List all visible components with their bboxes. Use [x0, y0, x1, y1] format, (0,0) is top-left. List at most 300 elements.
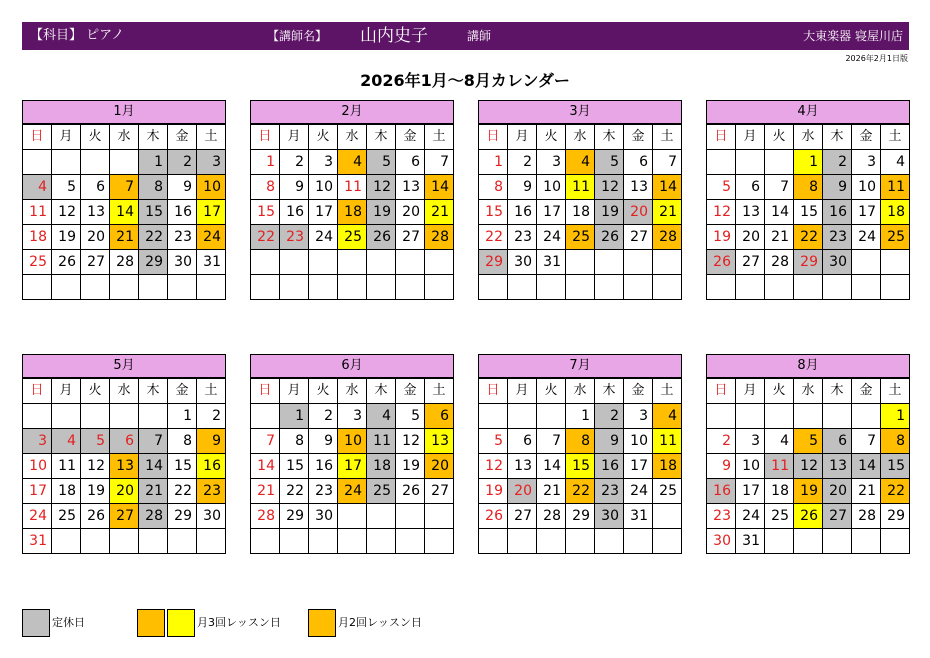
weekday-header: 土	[197, 125, 226, 150]
day-cell: 7	[251, 429, 280, 454]
legend-three-times	[137, 609, 307, 637]
weekday-header: 金	[168, 125, 197, 150]
weekday-header: 月	[736, 379, 765, 404]
day-cell: 17	[23, 479, 52, 504]
day-cell: 9	[508, 175, 537, 200]
day-cell: 27	[396, 225, 425, 250]
day-cell: 31	[197, 250, 226, 275]
day-cell: 13	[110, 454, 139, 479]
day-cell: 3	[309, 150, 338, 175]
day-cell: 24	[624, 479, 653, 504]
day-cell: 6	[624, 150, 653, 175]
day-cell: 20	[508, 479, 537, 504]
day-cell: 11	[23, 200, 52, 225]
empty-cell	[425, 250, 454, 275]
day-cell: 4	[338, 150, 367, 175]
empty-cell	[881, 275, 910, 300]
day-cell: 29	[139, 250, 168, 275]
weekday-header: 金	[852, 125, 881, 150]
empty-cell	[425, 529, 454, 554]
day-cell: 1	[280, 404, 309, 429]
day-cell: 11	[566, 175, 595, 200]
day-cell: 4	[566, 150, 595, 175]
weekday-header: 木	[595, 125, 624, 150]
day-cell: 29	[881, 504, 910, 529]
weekday-header: 火	[765, 125, 794, 150]
day-cell: 19	[81, 479, 110, 504]
empty-cell	[81, 275, 110, 300]
day-cell: 28	[139, 504, 168, 529]
day-cell: 21	[765, 225, 794, 250]
day-cell: 30	[823, 250, 852, 275]
month-header: 5月	[22, 354, 226, 378]
day-cell: 16	[595, 454, 624, 479]
weekday-header: 日	[479, 379, 508, 404]
empty-cell	[794, 275, 823, 300]
page-title: 2026年1月～8月カレンダー	[360, 71, 570, 90]
empty-cell	[251, 529, 280, 554]
empty-cell	[765, 404, 794, 429]
day-cell: 4	[23, 175, 52, 200]
weekday-header: 日	[479, 125, 508, 150]
day-cell: 5	[367, 150, 396, 175]
weekday-header: 日	[251, 379, 280, 404]
day-cell: 20	[823, 479, 852, 504]
day-cell: 21	[110, 225, 139, 250]
store-name: 大東楽器 寝屋川店	[803, 29, 903, 43]
empty-cell	[794, 404, 823, 429]
day-cell: 14	[425, 175, 454, 200]
day-cell: 1	[139, 150, 168, 175]
day-cell: 6	[736, 175, 765, 200]
day-cell: 22	[881, 479, 910, 504]
empty-cell	[479, 275, 508, 300]
empty-cell	[396, 275, 425, 300]
empty-cell	[653, 250, 682, 275]
day-cell: 26	[367, 225, 396, 250]
month-calendar	[478, 354, 682, 554]
weekday-header: 金	[168, 379, 197, 404]
day-cell: 23	[707, 504, 736, 529]
day-cell: 19	[367, 200, 396, 225]
weekday-header: 土	[653, 125, 682, 150]
day-cell: 1	[168, 404, 197, 429]
empty-cell	[367, 504, 396, 529]
day-cell: 16	[280, 200, 309, 225]
day-cell: 26	[595, 225, 624, 250]
day-cell: 19	[595, 200, 624, 225]
day-cell: 22	[794, 225, 823, 250]
empty-cell	[852, 250, 881, 275]
day-cell: 12	[707, 200, 736, 225]
day-cell: 5	[52, 175, 81, 200]
day-cell: 28	[425, 225, 454, 250]
weekday-header: 金	[624, 125, 653, 150]
day-cell: 23	[823, 225, 852, 250]
empty-cell	[707, 275, 736, 300]
empty-cell	[52, 150, 81, 175]
empty-cell	[197, 275, 226, 300]
weekday-header: 水	[566, 125, 595, 150]
day-cell: 4	[367, 404, 396, 429]
day-cell: 30	[595, 504, 624, 529]
day-cell: 29	[794, 250, 823, 275]
day-cell: 27	[110, 504, 139, 529]
day-cell: 29	[280, 504, 309, 529]
day-cell: 18	[23, 225, 52, 250]
day-cell: 1	[881, 404, 910, 429]
month-calendar	[478, 100, 682, 300]
day-cell: 23	[280, 225, 309, 250]
empty-cell	[881, 250, 910, 275]
day-cell: 14	[251, 454, 280, 479]
month-grid	[22, 124, 226, 300]
month-header: 6月	[250, 354, 454, 378]
empty-cell	[280, 250, 309, 275]
day-cell: 19	[707, 225, 736, 250]
empty-cell	[23, 404, 52, 429]
empty-cell	[425, 275, 454, 300]
empty-cell	[139, 404, 168, 429]
day-cell: 21	[537, 479, 566, 504]
month-header: 8月	[706, 354, 910, 378]
day-cell: 7	[110, 175, 139, 200]
day-cell: 2	[280, 150, 309, 175]
day-cell: 10	[537, 175, 566, 200]
empty-cell	[653, 529, 682, 554]
day-cell: 3	[23, 429, 52, 454]
day-cell: 30	[707, 529, 736, 554]
day-cell: 15	[139, 200, 168, 225]
empty-cell	[139, 275, 168, 300]
empty-cell	[81, 404, 110, 429]
day-cell: 29	[479, 250, 508, 275]
day-cell: 30	[508, 250, 537, 275]
day-cell: 7	[852, 429, 881, 454]
empty-cell	[367, 275, 396, 300]
day-cell: 15	[251, 200, 280, 225]
month-calendar	[250, 354, 454, 554]
weekday-header: 土	[653, 379, 682, 404]
day-cell: 9	[823, 175, 852, 200]
empty-cell	[595, 275, 624, 300]
month-grid	[22, 378, 226, 554]
weekday-header: 金	[624, 379, 653, 404]
day-cell: 8	[168, 429, 197, 454]
empty-cell	[736, 404, 765, 429]
empty-cell	[110, 150, 139, 175]
day-cell: 12	[367, 175, 396, 200]
weekday-header: 月	[280, 379, 309, 404]
day-cell: 18	[881, 200, 910, 225]
month-grid	[478, 378, 682, 554]
teacher-suffix: 講師	[467, 29, 492, 43]
day-cell: 5	[794, 429, 823, 454]
header-bar	[22, 22, 909, 50]
day-cell: 30	[309, 504, 338, 529]
weekday-header: 月	[508, 125, 537, 150]
empty-cell	[736, 275, 765, 300]
empty-cell	[595, 250, 624, 275]
day-cell: 5	[479, 429, 508, 454]
weekday-header: 土	[881, 125, 910, 150]
day-cell: 24	[309, 225, 338, 250]
day-cell: 29	[566, 504, 595, 529]
empty-cell	[251, 404, 280, 429]
legend-closed-swatch	[22, 609, 50, 637]
empty-cell	[508, 275, 537, 300]
day-cell: 25	[23, 250, 52, 275]
day-cell: 10	[23, 454, 52, 479]
day-cell: 8	[794, 175, 823, 200]
day-cell: 23	[595, 479, 624, 504]
day-cell: 20	[624, 200, 653, 225]
empty-cell	[537, 529, 566, 554]
day-cell: 4	[881, 150, 910, 175]
day-cell: 9	[595, 429, 624, 454]
day-cell: 28	[110, 250, 139, 275]
day-cell: 21	[251, 479, 280, 504]
day-cell: 15	[280, 454, 309, 479]
day-cell: 19	[479, 479, 508, 504]
day-cell: 27	[425, 479, 454, 504]
empty-cell	[852, 529, 881, 554]
day-cell: 9	[280, 175, 309, 200]
empty-cell	[309, 250, 338, 275]
weekday-header: 水	[794, 125, 823, 150]
day-cell: 2	[197, 404, 226, 429]
empty-cell	[367, 250, 396, 275]
weekday-header: 日	[707, 125, 736, 150]
day-cell: 25	[52, 504, 81, 529]
day-cell: 29	[168, 504, 197, 529]
weekday-header: 日	[23, 125, 52, 150]
weekday-header: 木	[823, 379, 852, 404]
weekday-header: 土	[425, 125, 454, 150]
empty-cell	[881, 529, 910, 554]
empty-cell	[653, 275, 682, 300]
day-cell: 27	[624, 225, 653, 250]
day-cell: 15	[566, 454, 595, 479]
weekday-header: 木	[367, 125, 396, 150]
weekday-header: 木	[823, 125, 852, 150]
day-cell: 21	[425, 200, 454, 225]
day-cell: 2	[508, 150, 537, 175]
day-cell: 20	[110, 479, 139, 504]
empty-cell	[280, 275, 309, 300]
empty-cell	[624, 275, 653, 300]
empty-cell	[338, 504, 367, 529]
weekday-header: 水	[110, 379, 139, 404]
day-cell: 17	[537, 200, 566, 225]
day-cell: 7	[537, 429, 566, 454]
day-cell: 17	[309, 200, 338, 225]
month-calendar	[706, 354, 910, 554]
empty-cell	[566, 529, 595, 554]
empty-cell	[81, 529, 110, 554]
empty-cell	[52, 275, 81, 300]
day-cell: 12	[81, 454, 110, 479]
day-cell: 15	[168, 454, 197, 479]
weekday-header: 火	[309, 125, 338, 150]
month-calendar	[706, 100, 910, 300]
day-cell: 17	[852, 200, 881, 225]
empty-cell	[707, 404, 736, 429]
month-header: 7月	[478, 354, 682, 378]
empty-cell	[251, 275, 280, 300]
day-cell: 6	[425, 404, 454, 429]
day-cell: 8	[251, 175, 280, 200]
day-cell: 27	[823, 504, 852, 529]
month-grid	[706, 124, 910, 300]
day-cell: 14	[653, 175, 682, 200]
weekday-header: 火	[537, 379, 566, 404]
day-cell: 10	[852, 175, 881, 200]
day-cell: 8	[479, 175, 508, 200]
day-cell: 17	[197, 200, 226, 225]
weekday-header: 木	[367, 379, 396, 404]
day-cell: 9	[168, 175, 197, 200]
day-cell: 4	[653, 404, 682, 429]
day-cell: 3	[537, 150, 566, 175]
day-cell: 6	[396, 150, 425, 175]
empty-cell	[823, 404, 852, 429]
day-cell: 22	[139, 225, 168, 250]
empty-cell	[624, 529, 653, 554]
day-cell: 22	[168, 479, 197, 504]
empty-cell	[110, 404, 139, 429]
empty-cell	[736, 150, 765, 175]
day-cell: 19	[52, 225, 81, 250]
day-cell: 11	[653, 429, 682, 454]
empty-cell	[52, 404, 81, 429]
day-cell: 3	[852, 150, 881, 175]
empty-cell	[309, 275, 338, 300]
day-cell: 14	[537, 454, 566, 479]
legend-closed-label: 定休日	[52, 616, 85, 629]
day-cell: 10	[197, 175, 226, 200]
empty-cell	[794, 529, 823, 554]
empty-cell	[537, 275, 566, 300]
day-cell: 11	[765, 454, 794, 479]
day-cell: 19	[396, 454, 425, 479]
day-cell: 28	[537, 504, 566, 529]
day-cell: 4	[52, 429, 81, 454]
day-cell: 5	[707, 175, 736, 200]
day-cell: 16	[707, 479, 736, 504]
weekday-header: 月	[508, 379, 537, 404]
day-cell: 31	[23, 529, 52, 554]
day-cell: 9	[707, 454, 736, 479]
day-cell: 13	[823, 454, 852, 479]
empty-cell	[309, 529, 338, 554]
empty-cell	[110, 275, 139, 300]
day-cell: 11	[338, 175, 367, 200]
month-header: 4月	[706, 100, 910, 124]
day-cell: 3	[338, 404, 367, 429]
day-cell: 13	[508, 454, 537, 479]
day-cell: 26	[794, 504, 823, 529]
day-cell: 10	[309, 175, 338, 200]
month-grid	[250, 378, 454, 554]
empty-cell	[52, 529, 81, 554]
day-cell: 18	[765, 479, 794, 504]
day-cell: 24	[197, 225, 226, 250]
day-cell: 18	[338, 200, 367, 225]
day-cell: 17	[624, 454, 653, 479]
empty-cell	[425, 504, 454, 529]
day-cell: 28	[765, 250, 794, 275]
legend-two-times	[308, 609, 458, 637]
day-cell: 1	[251, 150, 280, 175]
day-cell: 8	[280, 429, 309, 454]
empty-cell	[338, 250, 367, 275]
empty-cell	[537, 404, 566, 429]
day-cell: 25	[566, 225, 595, 250]
weekday-header: 日	[251, 125, 280, 150]
month-header: 2月	[250, 100, 454, 124]
day-cell: 25	[338, 225, 367, 250]
empty-cell	[852, 404, 881, 429]
day-cell: 31	[537, 250, 566, 275]
empty-cell	[653, 504, 682, 529]
empty-cell	[508, 529, 537, 554]
day-cell: 6	[823, 429, 852, 454]
day-cell: 27	[508, 504, 537, 529]
weekday-header: 月	[52, 125, 81, 150]
day-cell: 31	[736, 529, 765, 554]
weekday-header: 土	[881, 379, 910, 404]
day-cell: 25	[765, 504, 794, 529]
month-header: 3月	[478, 100, 682, 124]
day-cell: 16	[309, 454, 338, 479]
day-cell: 19	[794, 479, 823, 504]
day-cell: 11	[52, 454, 81, 479]
month-calendar	[22, 100, 226, 300]
day-cell: 22	[251, 225, 280, 250]
day-cell: 25	[881, 225, 910, 250]
day-cell: 7	[425, 150, 454, 175]
day-cell: 12	[396, 429, 425, 454]
month-calendar	[22, 354, 226, 554]
weekday-header: 火	[537, 125, 566, 150]
day-cell: 28	[852, 504, 881, 529]
day-cell: 26	[707, 250, 736, 275]
empty-cell	[479, 529, 508, 554]
legend-two-label: 月2回レッスン日	[338, 616, 422, 629]
weekday-header: 火	[81, 125, 110, 150]
empty-cell	[81, 150, 110, 175]
day-cell: 31	[624, 504, 653, 529]
day-cell: 9	[197, 429, 226, 454]
day-cell: 23	[197, 479, 226, 504]
day-cell: 10	[338, 429, 367, 454]
empty-cell	[280, 529, 309, 554]
day-cell: 14	[139, 454, 168, 479]
legend-closed	[22, 609, 142, 637]
weekday-header: 水	[110, 125, 139, 150]
month-calendar	[250, 100, 454, 300]
empty-cell	[23, 150, 52, 175]
weekday-header: 火	[81, 379, 110, 404]
weekday-header: 日	[23, 379, 52, 404]
day-cell: 20	[425, 454, 454, 479]
day-cell: 15	[794, 200, 823, 225]
day-cell: 26	[52, 250, 81, 275]
day-cell: 24	[23, 504, 52, 529]
day-cell: 24	[338, 479, 367, 504]
day-cell: 30	[168, 250, 197, 275]
